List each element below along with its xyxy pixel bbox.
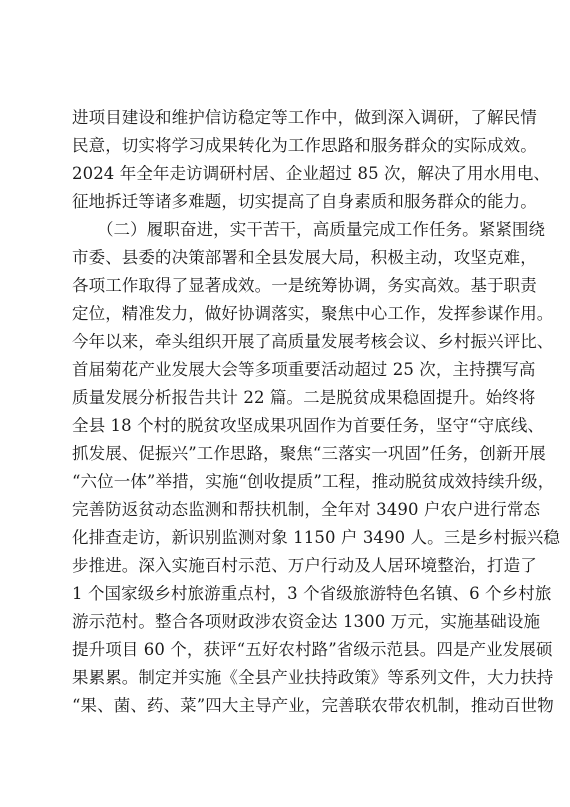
text-line-7: 各项工作取得了显著成效。一是统筹协调，务实高效。基于职责 (72, 276, 537, 295)
text-line-19: 游示范村。整合各项财政涉农资金达 1300 万元，实施基础设施 (72, 612, 541, 631)
text-line-21: 果累累。制定并实施《全县产业扶持政策》等系列文件，大力扶持 (72, 668, 554, 687)
text-line-10: 首届菊花产业发展大会等多项重要活动超过 25 次，主持撰写高 (72, 360, 536, 379)
text-line-12: 全县 18 个村的脱贫攻坚成果巩固作为首要任务，坚守“守底线、 (72, 416, 545, 435)
text-line-3: 2024 年全年走访调研村居、企业超过 85 次，解决了用水用电、 (72, 164, 551, 183)
text-line-1: 进项目建设和维护信访稳定等工作中，做到深入调研，了解民情 (72, 108, 537, 127)
text-line-20: 提升项目 60 个，获评“五好农村路”省级示范县。四是产业发展硕 (72, 640, 553, 659)
text-line-22: “果、菌、药、菜”四大主导产业，完善联农带农机制，推动百世物 (72, 696, 554, 715)
text-line-14: “六位一体”举措，实施“创收提质”工程，推动脱贫成效持续升级， (72, 472, 555, 491)
text-line-8: 定位，精准发力，做好协调落实，聚焦中心工作，发挥参谋作用。 (72, 304, 554, 323)
text-line-18: 1 个国家级乡村旅游重点村，3 个省级旅游特色名镇、6 个乡村旅 (72, 584, 552, 603)
text-line-17: 步推进。深入实施百村示范、万户行动及人居环境整治，打造了 (72, 556, 537, 575)
text-line-4: 征地拆迁等诸多难题，切实提高了自身素质和服务群众的能力。 (72, 192, 537, 211)
paragraph-start-line: （二）履职奋进，实干苦干，高质量完成工作任务。紧紧围绕 (72, 220, 546, 239)
text-line-2: 民意，切实将学习成果转化为工作思路和服务群众的实际成效。 (72, 136, 537, 155)
body-text (72, 104, 560, 720)
text-line-13: 抓发展、促振兴”工作思路，聚焦“三落实一巩固”任务，创新开展 (72, 444, 546, 463)
text-line-9: 今年以来，牵头组织开展了高质量发展考核会议、乡村振兴评比、 (72, 332, 554, 351)
text-line-15: 完善防返贫动态监测和帮扶机制，全年对 3490 户农户进行常态 (72, 500, 541, 519)
text-line-6: 市委、县委的决策部署和全县发展大局，积极主动，攻坚克难， (72, 248, 537, 267)
text-line-11: 质量发展分析报告共计 22 篇。二是脱贫成果稳固提升。始终将 (72, 388, 536, 407)
text-line-16: 化排查走访，新识别监测对象 1150 户 3490 人。三是乡村振兴稳 (72, 528, 560, 547)
